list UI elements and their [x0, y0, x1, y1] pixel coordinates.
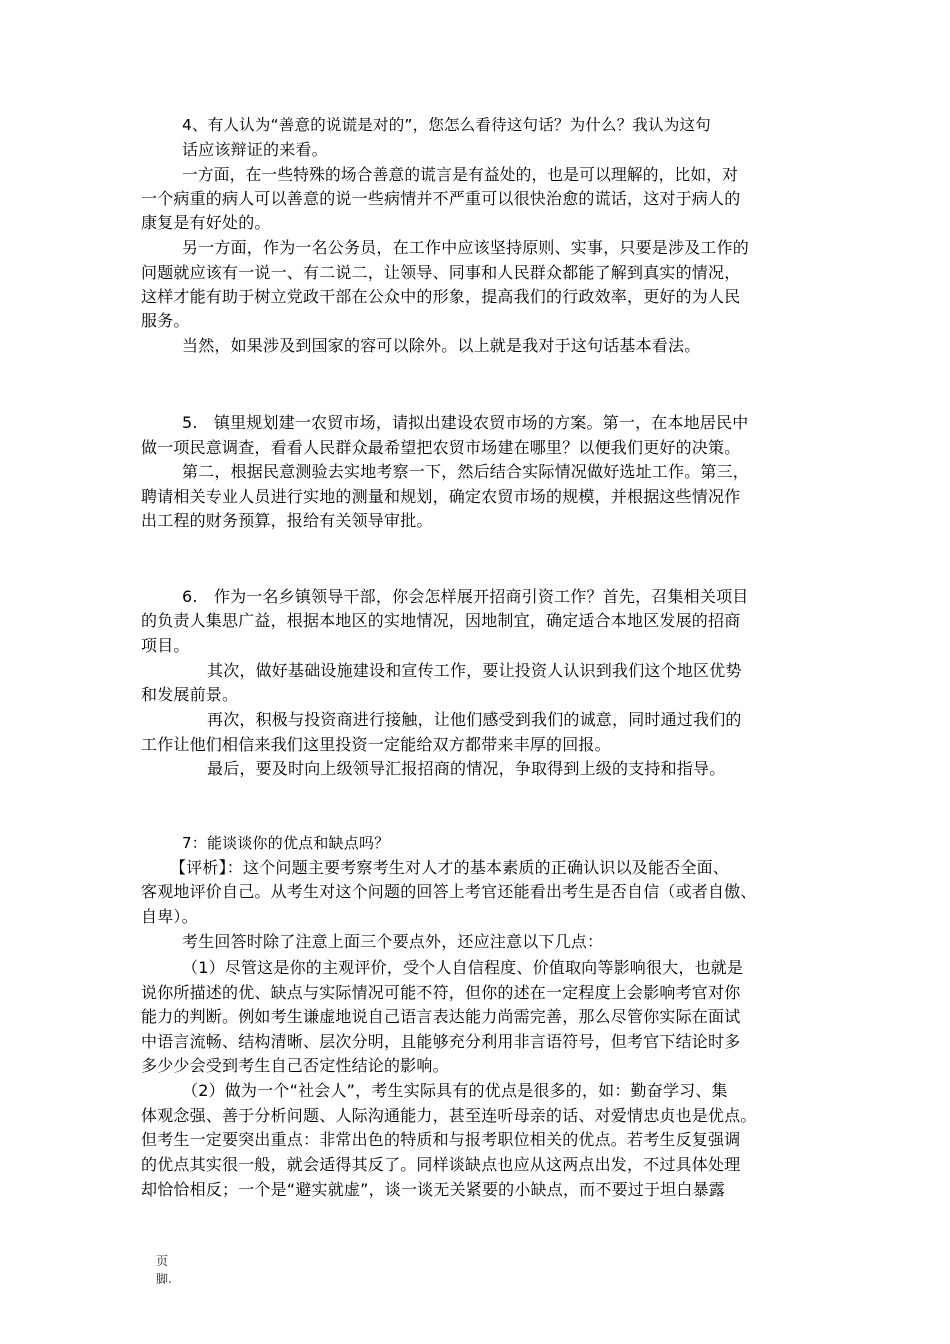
q7-line: 中语言流畅、结构清晰、层次分明，且能够充分利用非言语符号，但考官下结论时多: [141, 1032, 741, 1051]
q4-line: 这样才能有助于树立党政干部在公众中的形象，提高我们的行政效率，更好的为人民: [141, 287, 741, 306]
q7-line: 但考生一定要突出重点：非常出色的特质和与报考职位相关的优点。若考生反复强调: [141, 1130, 741, 1149]
q4-line: 康复是有好处的。: [141, 213, 271, 232]
q4-line: 话应该辩证的来看。: [182, 140, 328, 159]
q7-line: 自卑）。: [141, 907, 198, 926]
q6-line: 最后，要及时向上级领导汇报招商的情况，争取得到上级的支持和指导。: [207, 759, 726, 778]
q6-line: 工作让他们相信来我们这里投资一定能给双方都带来丰厚的回报。: [141, 735, 611, 754]
q6-line: 6. 作为一名乡镇领导干部，你会怎样展开招商引资工作？首先，召集相关项目: [182, 587, 749, 606]
page-footer-line-1: 页: [156, 1254, 169, 1268]
page-footer-line-2: 脚.: [156, 1272, 172, 1286]
q4-line: 一个病重的病人可以善意的说一些病情并不严重可以很快治愈的谎话，这对于病人的: [141, 189, 741, 208]
q7-line: 7：能谈谈你的优点和缺点吗？: [182, 834, 390, 852]
q7-line: 多少少会受到考生自己否定性结论的影响。: [141, 1056, 449, 1075]
q6-line: 其次，做好基础设施建设和宣传工作，要让投资人认识到我们这个地区优势: [207, 661, 742, 680]
q7-line: （2）做为一个“社会人”，考生实际具有的优点是很多的，如：勤奋学习、集: [182, 1081, 728, 1100]
q6-line: 的负责人集思广益，根据本地区的实地情况，因地制宜，确定适合本地区发展的招商: [141, 611, 741, 630]
q7-line: 【评析】：这个问题主要考察考生对人才的基本素质的正确认识以及能否全面、: [170, 858, 730, 877]
q4-line: 一方面，在一些特殊的场合善意的谎言是有益处的，也是可以理解的，比如，对: [182, 165, 739, 184]
q7-line: 体观念强、善于分析问题、人际沟通能力，甚至连听母亲的话、对爱情忠贞也是优点。: [141, 1106, 757, 1125]
q7-line: 说你所描述的优、缺点与实际情况可能不符，但你的述在一定程度上会影响考官对你: [141, 983, 741, 1002]
q4-line: 当然，如果涉及到国家的容可以除外。以上就是我对于这句话基本看法。: [182, 336, 701, 355]
q7-line: 考生回答时除了注意上面三个要点外，还应注意以下几点：: [182, 932, 604, 951]
q6-line: 再次，积极与投资商进行接触，让他们感受到我们的诚意，同时通过我们的: [207, 710, 742, 729]
q7-line: 的优点其实很一般，就会适得其反了。同样谈缺点也应从这两点出发，不过具体处理: [141, 1155, 741, 1174]
q5-line: 做一项民意调查，看看人民群众最希望把农贸市场建在哪里？以便我们更好的决策。: [141, 438, 741, 457]
q4-line: 问题就应该有一说一、有二说二，让领导、同事和人民群众都能了解到真实的情况，: [141, 263, 741, 282]
q5-line: 第二，根据民意测验去实地考察一下，然后结合实际情况做好选址工作。第三，: [182, 462, 750, 481]
q6-line: 项目。: [141, 636, 190, 655]
q4-line: 4、有人认为“善意的说谎是对的”，您怎么看待这句话？为什么？我认为这句: [182, 116, 711, 134]
q7-line: 能力的判断。例如考生谦虚地说自己语言表达能力尚需完善，那么尽管你实际在面试: [141, 1007, 741, 1026]
q7-line: 客观地评价自己。从考生对这个问题的回答上考官还能看出考生是否自信（或者自傲、: [141, 882, 757, 901]
q7-line: （1）尽管这是你的主观评价，受个人自信程度、价值取向等影响很大，也就是: [182, 958, 744, 977]
q4-line: 服务。: [141, 311, 190, 330]
q4-line: 另一方面，作为一名公务员，在工作中应该坚持原则、实事，只要是涉及工作的: [182, 238, 750, 257]
q5-line: 出工程的财务预算，报给有关领导审批。: [141, 511, 433, 530]
q5-line: 聘请相关专业人员进行实地的测量和规划，确定农贸市场的规模，并根据这些情况作: [141, 487, 741, 506]
q7-line: 却恰恰相反；一个是“避实就虚”，谈一谈无关紧要的小缺点，而不要过于坦白暴露: [141, 1180, 725, 1199]
q5-line: 5. 镇里规划建一农贸市场，请拟出建设农贸市场的方案。第一，在本地居民中: [182, 413, 749, 432]
q6-line: 和发展前景。: [141, 685, 239, 704]
